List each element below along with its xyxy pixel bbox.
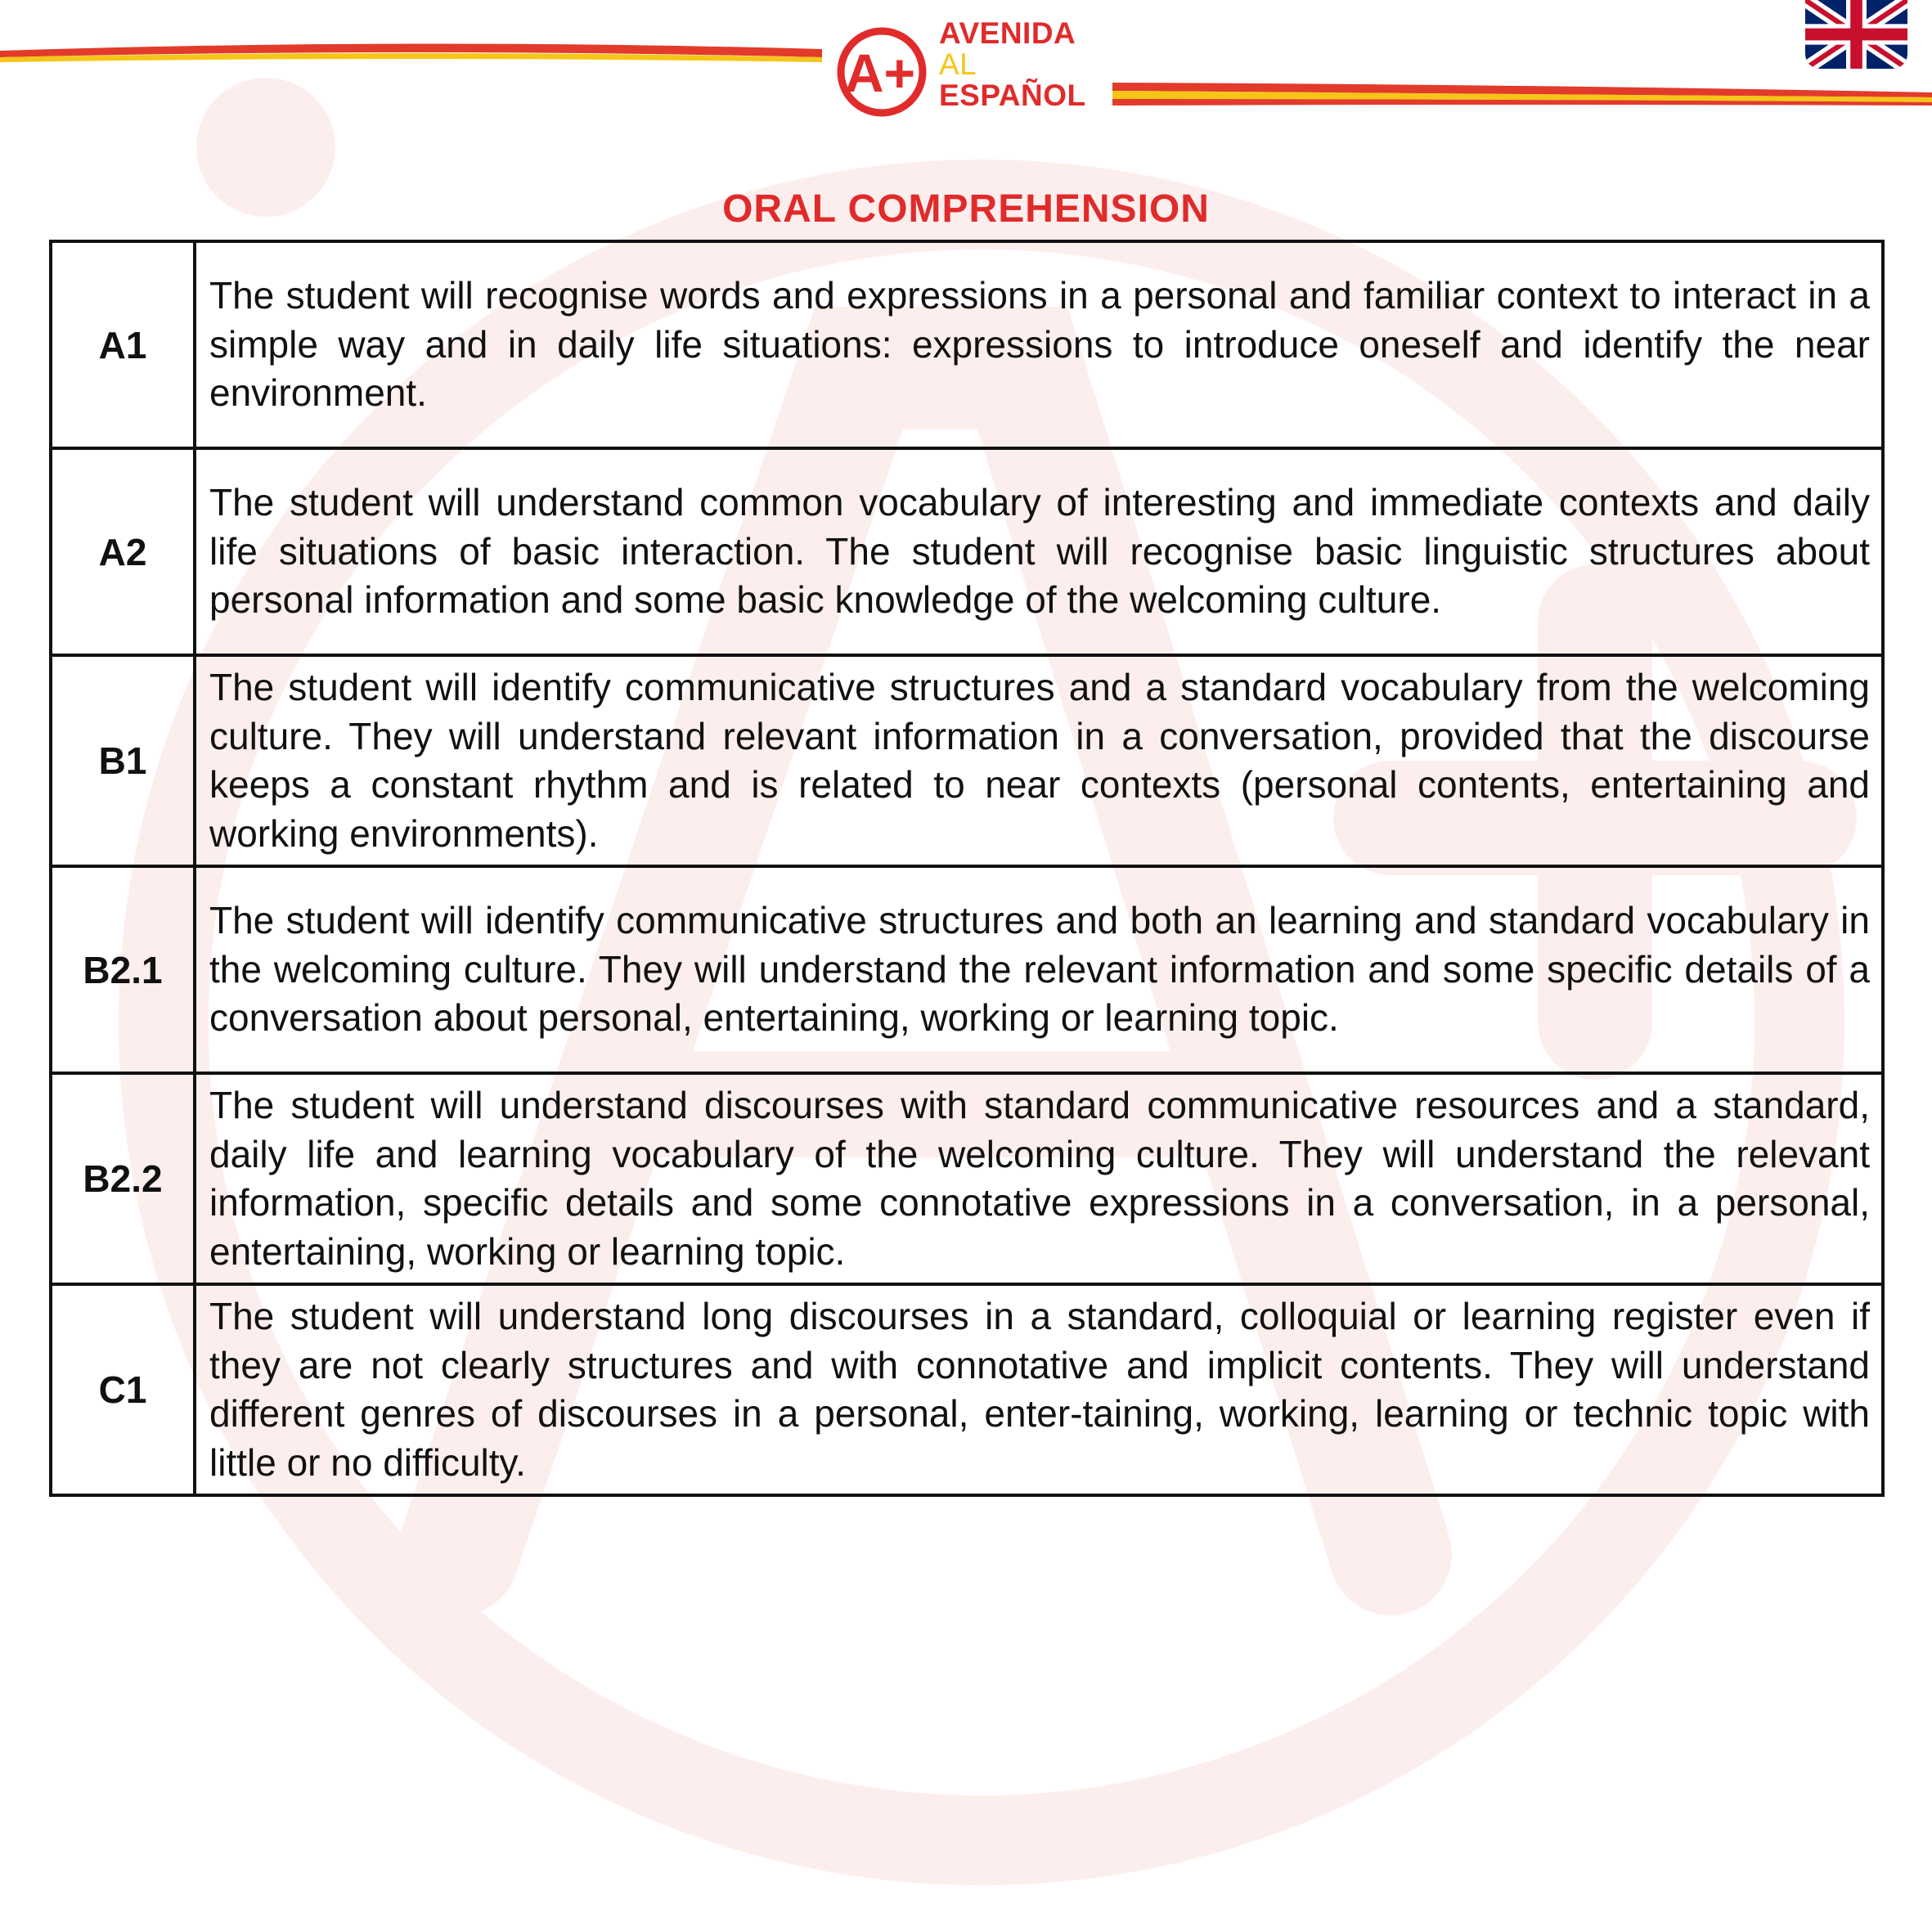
uk-flag-icon[interactable] xyxy=(1805,0,1907,69)
table-row xyxy=(51,448,1883,655)
left-stripe xyxy=(0,33,822,65)
brand-name-line2: AL xyxy=(939,47,977,81)
level-label: B2.1 xyxy=(51,866,195,1073)
level-label: B1 xyxy=(51,655,195,866)
brand-name-line1: AVENIDA xyxy=(939,16,1076,50)
brand-name xyxy=(939,18,1086,111)
level-description: The student will understand common vocabulary of interesting and immediate contexts and daily life situations of basic interaction. The student will recognise basic linguistic structures about personal information and some basic knowledge of the welcoming culture. xyxy=(195,448,1883,655)
table-row xyxy=(51,241,1883,448)
level-description: The student will identify communicative structures and both an learning and standard vocabulary in the welcoming culture. They will understand the relevant information and some specific details of a conversation about personal, entertaining, working or learning topic. xyxy=(195,866,1883,1073)
logo-mark-text: A+ xyxy=(844,43,916,103)
level-description: The student will understand discourses with standard communicative resources and a standard, daily life and learning vocabulary of the welcoming culture. They will understand the relevant information, specific details and some connotative expressions in a conversation, in a personal, entertaining, working or learning topic. xyxy=(195,1073,1883,1284)
a-plus-logo-icon xyxy=(833,16,935,123)
right-stripe xyxy=(1112,78,1932,110)
level-description: The student will understand long discourses in a standard, colloquial or learning register even if they are not clearly structures and with connotative and implicit contents. They will understand different genres of discourses in a personal, enter-taining, working, learning or technic topic with little or no difficulty. xyxy=(195,1284,1883,1495)
level-label: B2.2 xyxy=(51,1073,195,1284)
brand-name-line3: ESPAÑOL xyxy=(939,79,1086,112)
level-label: C1 xyxy=(51,1284,195,1495)
levels-table xyxy=(49,240,1885,1497)
level-label: A2 xyxy=(51,448,195,655)
table-row xyxy=(51,866,1883,1073)
table-row xyxy=(51,1284,1883,1495)
page-title: ORAL COMPREHENSION xyxy=(722,187,1210,231)
header xyxy=(0,0,1932,131)
table-row xyxy=(51,655,1883,866)
level-description: The student will recognise words and expressions in a personal and familiar context to interact in a simple way and in daily life situations: expressions to introduce oneself and identify the near environment. xyxy=(195,241,1883,448)
table-row xyxy=(51,1073,1883,1284)
level-label: A1 xyxy=(51,241,195,448)
level-description: The student will identify communicative structures and a standard vocabulary from the welcoming culture. They will understand relevant information in a conversation, provided that the discourse keeps a constant rhythm and is related to near contexts (personal contents, entertaining and working environments). xyxy=(195,655,1883,866)
brand-logo[interactable] xyxy=(833,16,1103,123)
